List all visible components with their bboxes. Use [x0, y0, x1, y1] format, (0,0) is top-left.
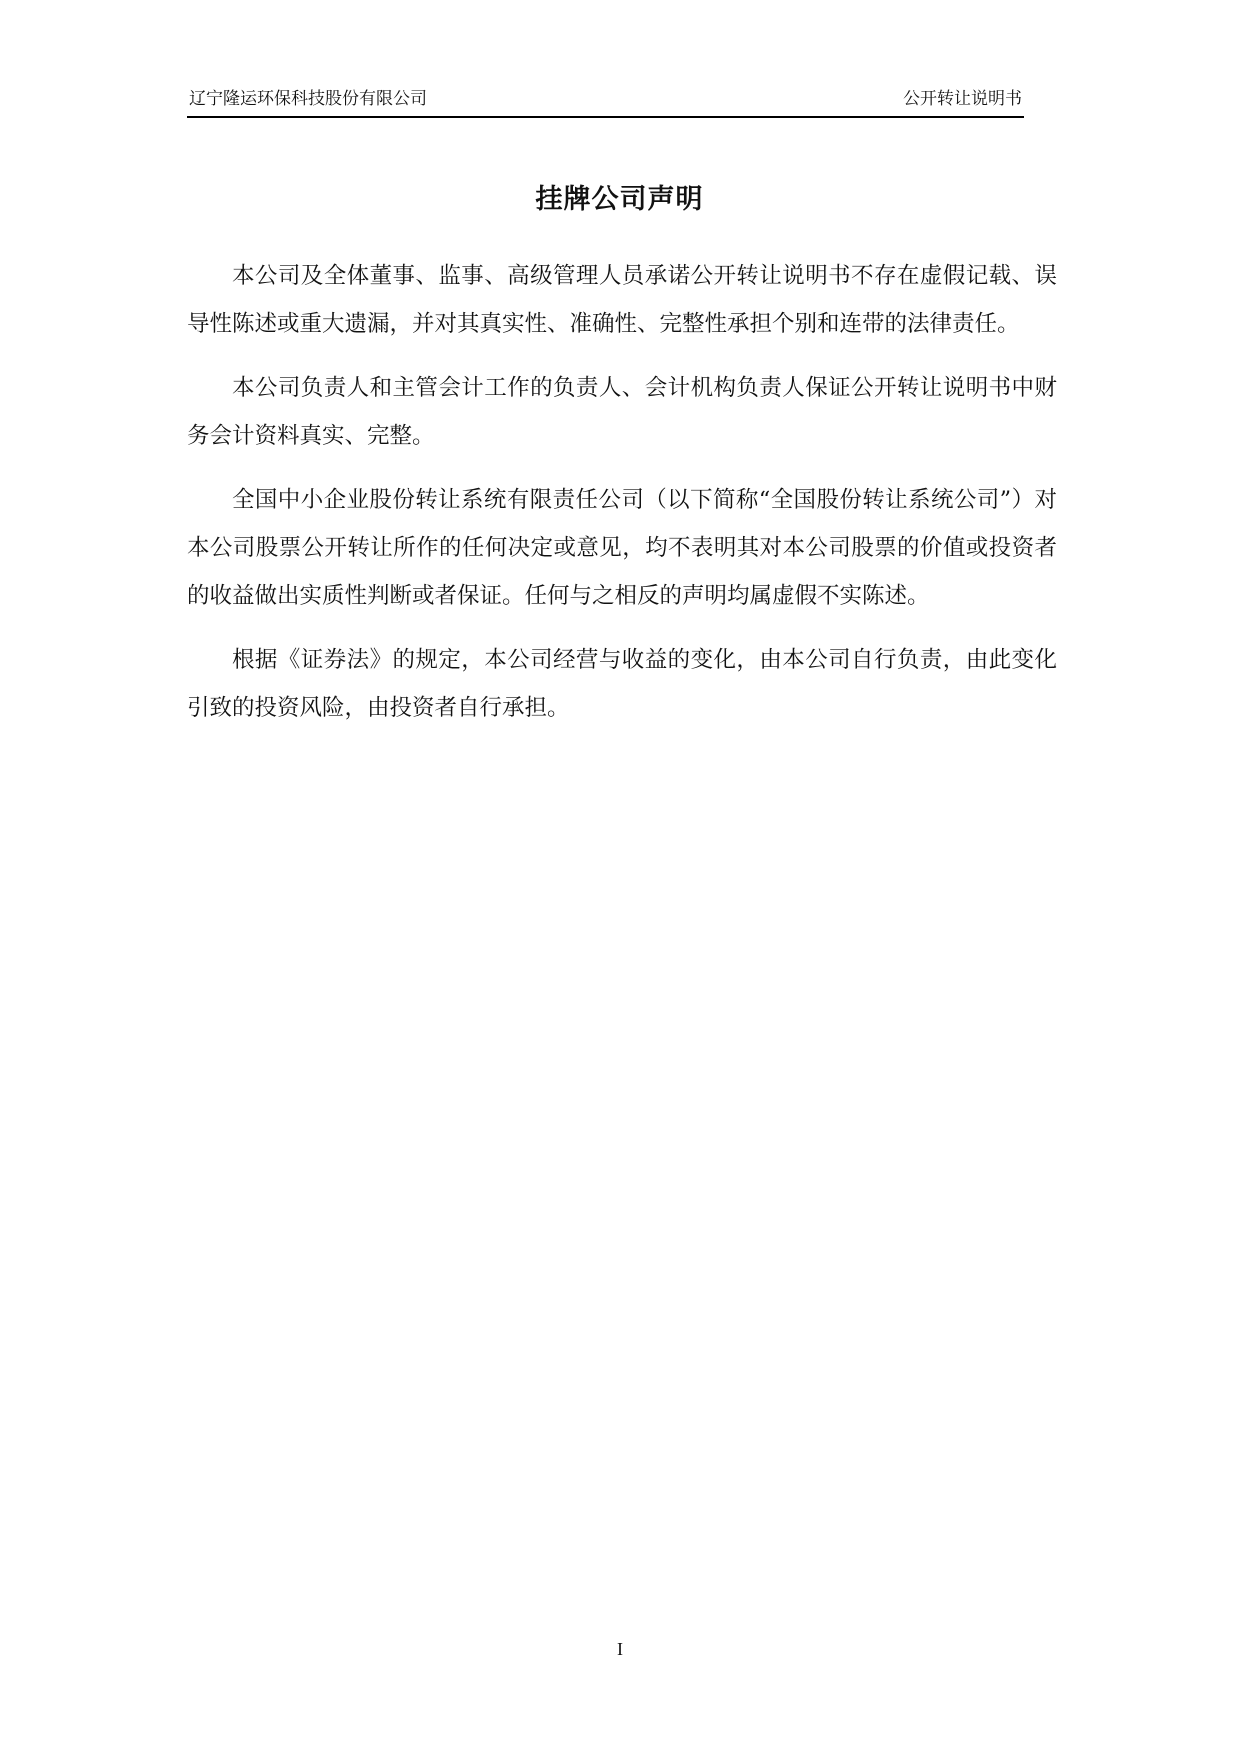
page-header [187, 88, 1024, 118]
page-number: I [617, 1639, 623, 1659]
paragraph-3: 全国中小企业股份转让系统有限责任公司（以下简称“全国股份转让系统公司”）对本公司股票公开转让所作的任何决定或意见，均不表明其对本公司股票的价值或投资者的收益做出实质性判断或者保证。任何与之相反的声明均属虚假不实陈述。 [187, 487, 1057, 609]
paragraph-2: 本公司负责人和主管会计工作的负责人、会计机构负责人保证公开转让说明书中财务会计资料真实、完整。 [187, 375, 1057, 449]
paragraph-4: 根据《证券法》的规定，本公司经营与收益的变化，由本公司自行负责，由此变化引致的投资风险，由投资者自行承担。 [187, 647, 1057, 721]
header-document-type: 公开转让说明书 [903, 89, 1022, 109]
header-company-name: 辽宁隆运环保科技股份有限公司 [189, 89, 427, 109]
paragraph-1: 本公司及全体董事、监事、高级管理人员承诺公开转让说明书不存在虚假记载、误导性陈述或重大遗漏，并对其真实性、准确性、完整性承担个别和连带的法律责任。 [187, 263, 1057, 337]
declaration-body [187, 252, 1057, 748]
page-title: 挂牌公司声明 [535, 184, 704, 215]
